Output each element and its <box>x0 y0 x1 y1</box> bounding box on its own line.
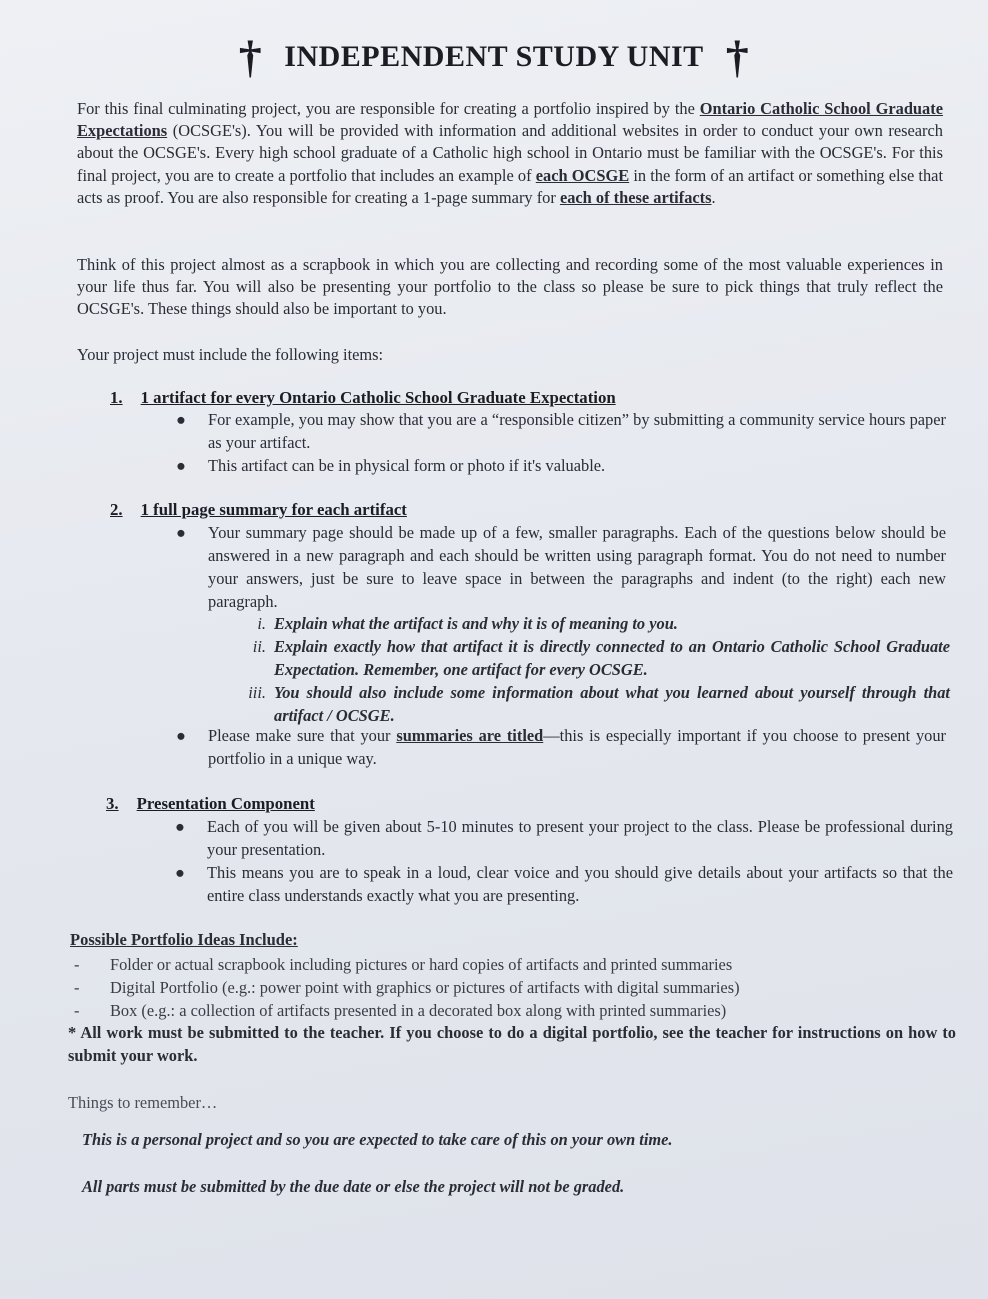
bullet-item: ● Your summary page should be made up of a few, smaller paragraphs. Each of the questions below should be answered in a new paragraph and each should be written using paragraph format. You do not need to number your answers, just be sure to leave space in between the paragraphs and indent (to the right) each new paragraph. <box>176 523 946 611</box>
dash-icon: - <box>74 1001 80 1020</box>
intro-paragraph: For this final culminating project, you are responsible for creating a portfolio inspired by the Ontario Catholic School Graduate Expectations (OCSGE's). You will be provided with information and additional websites in order to conduct your own research about the OCSGE's. Every high school graduate of a Catholic high school in Ontario must be familiar with the OCSGE's. For this final project, you are to create a portfolio that includes an example of each OCSGE in the form of an artifact or something else that acts as proof. You are also responsible for creating a 1-page summary for each of these artifacts. <box>77 99 944 207</box>
bullet-icon: ● <box>176 523 186 542</box>
section-1-heading: 1. 1 artifact for every Ontario Catholic School Graduate Expectation <box>110 388 616 407</box>
question-item: i. Explain what the artifact is and why it is of meaning to you. <box>257 614 678 633</box>
dash-icon: - <box>74 978 80 997</box>
summary-questions <box>230 612 950 727</box>
bullet-icon: ● <box>175 817 185 836</box>
dash-icon: - <box>74 955 80 974</box>
titled-bullet <box>176 724 946 770</box>
cross-icon: † <box>238 31 263 82</box>
idea-item: - Digital Portfolio (e.g.: power point with graphics or pictures of artifacts with digital summaries) <box>74 978 740 997</box>
bullet-icon: ● <box>176 410 186 429</box>
remember-label: Things to remember… <box>68 1093 218 1112</box>
cross-icon: † <box>725 31 750 82</box>
bullet-item: ● Each of you will be given about 5-10 minutes to present your project to the class. Please be professional during your presentation. <box>175 817 953 859</box>
ideas-heading: Possible Portfolio Ideas Include: <box>70 930 298 949</box>
section-2-bullets <box>176 521 946 613</box>
submission-note: * All work must be submitted to the teacher. If you choose to do a digital portfolio, see the teacher for instructions on how to submit your work. <box>68 1023 956 1065</box>
remember-line-1: This is a personal project and so you are expected to take care of this on your own time. <box>82 1130 673 1149</box>
title-text: INDEPENDENT STUDY UNIT <box>284 40 704 73</box>
idea-item: - Folder or actual scrapbook including pictures or hard copies of artifacts and printed summaries <box>74 955 733 974</box>
bullet-item: ● Please make sure that your summaries are titled—this is especially important if you choose to present your portfolio in a unique way. <box>176 726 946 768</box>
bullet-item: ● This artifact can be in physical form or photo if it's valuable. <box>176 456 606 475</box>
question-item: iii. You should also include some information about what you learned about yourself through that artifact / OCSGE. <box>248 683 950 725</box>
section-2-heading: 2. 1 full page summary for each artifact <box>110 500 407 519</box>
bullet-icon: ● <box>175 863 185 882</box>
section-3-bullets <box>175 815 953 907</box>
bullet-item: ● This means you are to speak in a loud, clear voice and you should give details about your artifacts so that the entire class understands exactly what you are presenting. <box>175 863 953 905</box>
each-artifact-emphasis: each of these artifacts <box>559 187 712 207</box>
remember-line-2: All parts must be submitted by the due date or else the project will not be graded. <box>82 1177 625 1196</box>
bullet-icon: ● <box>176 456 186 475</box>
each-ocsge-emphasis: each OCSGE <box>535 165 630 185</box>
idea-item: - Box (e.g.: a collection of artifacts presented in a decorated box along with printed summaries) <box>74 1001 727 1020</box>
section-1-bullets <box>176 408 946 477</box>
section-3-heading: 3. Presentation Component <box>106 794 315 813</box>
bullet-icon: ● <box>176 726 186 745</box>
ideas-list <box>70 953 950 1022</box>
titled-emphasis: summaries are titled <box>396 726 544 745</box>
must-include-line: Your project must include the following items: <box>77 345 384 364</box>
scrapbook-paragraph: Think of this project almost as a scrapbook in which you are collecting and recording some of the most valuable experiences in your life thus far. You will also be presenting your portfolio to the class so please be sure to pick things that truly reflect the OCSGE's. These things should also be important to you. <box>77 255 943 319</box>
question-item: ii. Explain exactly how that artifact it is directly connected to an Ontario Catholic School Graduate Expectation. Remember, one artifact for every OCSGE. <box>252 637 950 679</box>
ocsge-emphasis: Ontario Catholic School Graduate Expectations <box>77 99 943 141</box>
page-title <box>0 30 988 83</box>
bullet-item: ● For example, you may show that you are a “responsible citizen” by submitting a community service hours paper as your artifact. <box>176 410 946 452</box>
